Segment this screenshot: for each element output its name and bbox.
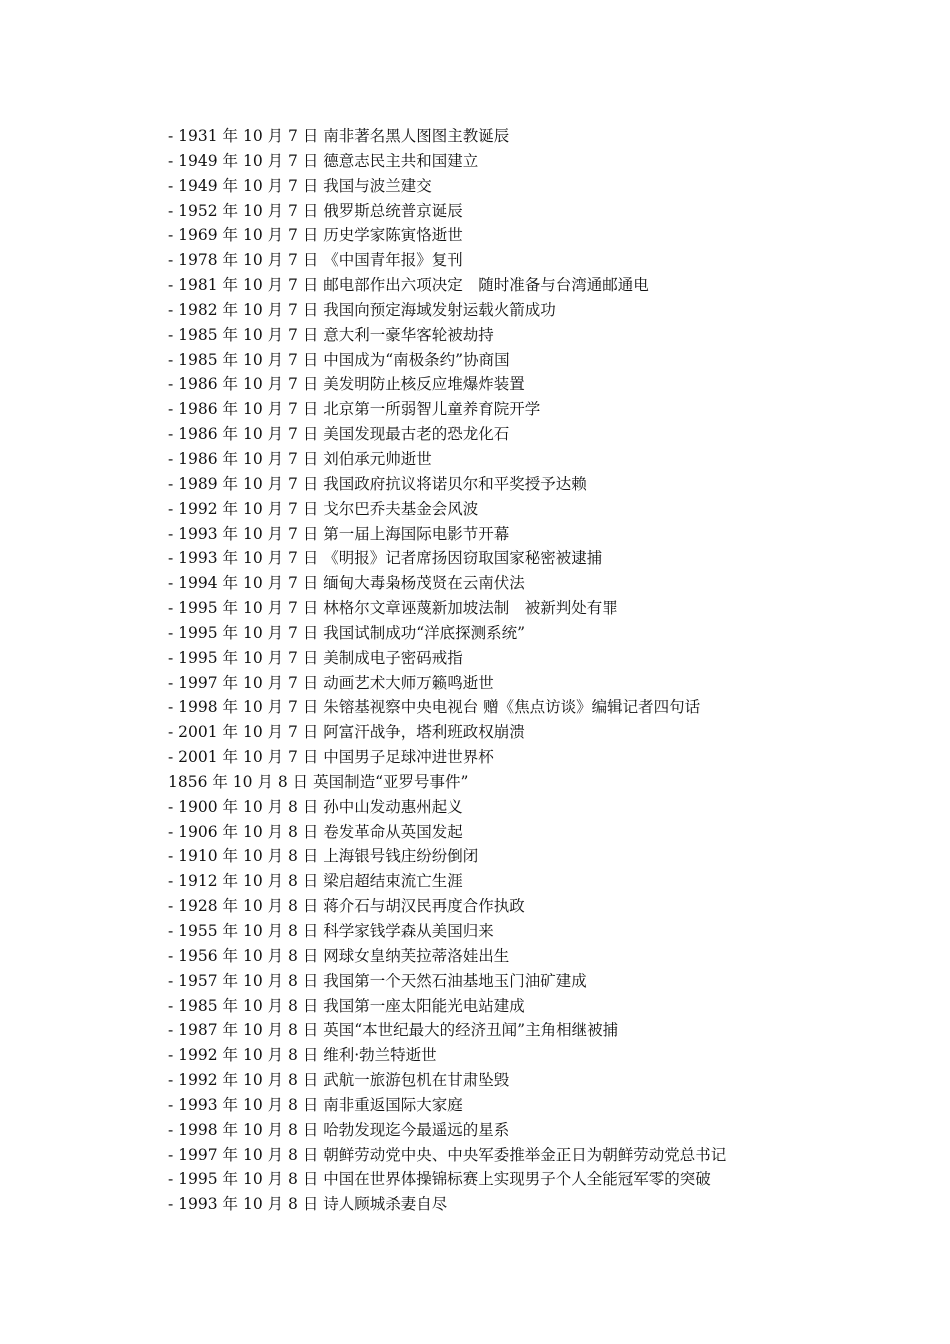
event-item: - 1992 年 10 月 8 日 维利·勃兰特逝世 — [168, 1046, 437, 1065]
event-item: - 1981 年 10 月 7 日 邮电部作出六项决定 随时准备与台湾通邮通电 — [168, 276, 649, 295]
event-list — [168, 124, 908, 1217]
event-item: - 1931 年 10 月 7 日 南非著名黑人图图主教诞辰 — [168, 127, 510, 145]
event-item: - 1986 年 10 月 7 日 北京第一所弱智儿童养育院开学 — [168, 400, 541, 419]
event-item: - 1987 年 10 月 8 日 英国“本世纪最大的经济丑闻”主角相继被捕 — [168, 1021, 619, 1040]
event-item: - 1993 年 10 月 8 日 南非重返国际大家庭 — [168, 1095, 463, 1114]
event-item: - 1993 年 10 月 7 日 《明报》记者席扬因窃取国家秘密被逮捕 — [168, 549, 603, 568]
event-item: - 1989 年 10 月 7 日 我国政府抗议将诺贝尔和平奖授予达赖 — [168, 474, 587, 493]
event-item: - 1986 年 10 月 7 日 刘伯承元帅逝世 — [168, 449, 432, 468]
event-item: - 1986 年 10 月 7 日 美国发现最古老的恐龙化石 — [168, 425, 510, 444]
event-item: - 1993 年 10 月 8 日 诗人顾城杀妻自尽 — [168, 1195, 448, 1214]
event-item: 1856 年 10 月 8 日 英国制造“亚罗号事件” — [168, 772, 469, 791]
event-item: - 2001 年 10 月 7 日 中国男子足球冲进世界杯 — [168, 748, 494, 767]
event-item: - 1992 年 10 月 8 日 武航一旅游包机在甘肃坠毁 — [168, 1071, 510, 1090]
event-item: - 1995 年 10 月 7 日 美制成电子密码戒指 — [168, 648, 463, 667]
event-item: - 1993 年 10 月 7 日 第一届上海国际电影节开幕 — [168, 524, 510, 543]
event-item: - 1949 年 10 月 7 日 我国与波兰建交 — [168, 176, 432, 195]
event-item: - 1985 年 10 月 7 日 意大利一豪华客轮被劫持 — [168, 325, 494, 344]
event-item: - 1952 年 10 月 7 日 俄罗斯总统普京诞辰 — [168, 201, 463, 220]
event-item: - 1992 年 10 月 7 日 戈尔巴乔夫基金会风波 — [168, 499, 479, 518]
event-item: - 1928 年 10 月 8 日 蒋介石与胡汉民再度合作执政 — [168, 897, 525, 916]
event-item: - 1906 年 10 月 8 日 卷发革命从英国发起 — [168, 822, 463, 841]
event-item: - 1969 年 10 月 7 日 历史学家陈寅恪逝世 — [168, 226, 463, 245]
event-item: - 1994 年 10 月 7 日 缅甸大毒枭杨茂贤在云南伏法 — [168, 574, 525, 593]
event-item: - 1995 年 10 月 7 日 林格尔文章诬蔑新加坡法制 被新判处有罪 — [168, 599, 618, 618]
event-item: - 1957 年 10 月 8 日 我国第一个天然石油基地玉门油矿建成 — [168, 971, 587, 990]
event-item: - 1998 年 10 月 8 日 哈勃发现迄今最遥远的星系 — [168, 1120, 510, 1139]
event-item: - 1949 年 10 月 7 日 德意志民主共和国建立 — [168, 151, 479, 170]
event-item: - 1985 年 10 月 7 日 中国成为“南极条约”协商国 — [168, 350, 510, 369]
event-item: - 1995 年 10 月 8 日 中国在世界体操锦标赛上实现男子个人全能冠军零的突破 — [168, 1170, 711, 1189]
event-item: - 1997 年 10 月 8 日 朝鲜劳动党中央、中央军委推举金正日为朝鲜劳动党总书记 — [168, 1145, 727, 1164]
event-item: - 1997 年 10 月 7 日 动画艺术大师万籁鸣逝世 — [168, 673, 494, 692]
event-item: - 1912 年 10 月 8 日 梁启超结束流亡生涯 — [168, 872, 463, 891]
event-item: - 1978 年 10 月 7 日 《中国青年报》复刊 — [168, 251, 463, 270]
event-item: - 1910 年 10 月 8 日 上海银号钱庄纷纷倒闭 — [168, 847, 479, 866]
event-item: - 1982 年 10 月 7 日 我国向预定海域发射运载火箭成功 — [168, 300, 556, 319]
event-item: - 1900 年 10 月 8 日 孙中山发动惠州起义 — [168, 797, 463, 816]
event-item: - 1955 年 10 月 8 日 科学家钱学森从美国归来 — [168, 922, 494, 940]
event-item: - 1995 年 10 月 7 日 我国试制成功“洋底探测系统” — [168, 623, 526, 642]
event-item: - 2001 年 10 月 7 日 阿富汗战争，塔利班政权崩溃 — [168, 723, 525, 742]
event-item: - 1956 年 10 月 8 日 网球女皇纳芙拉蒂洛娃出生 — [168, 946, 510, 965]
event-item: - 1985 年 10 月 8 日 我国第一座太阳能光电站建成 — [168, 996, 525, 1015]
event-item: - 1986 年 10 月 7 日 美发明防止核反应堆爆炸装置 — [168, 375, 525, 394]
event-item: - 1998 年 10 月 7 日 朱镕基视察中央电视台 赠《焦点访谈》编辑记者四句话 — [168, 698, 701, 717]
